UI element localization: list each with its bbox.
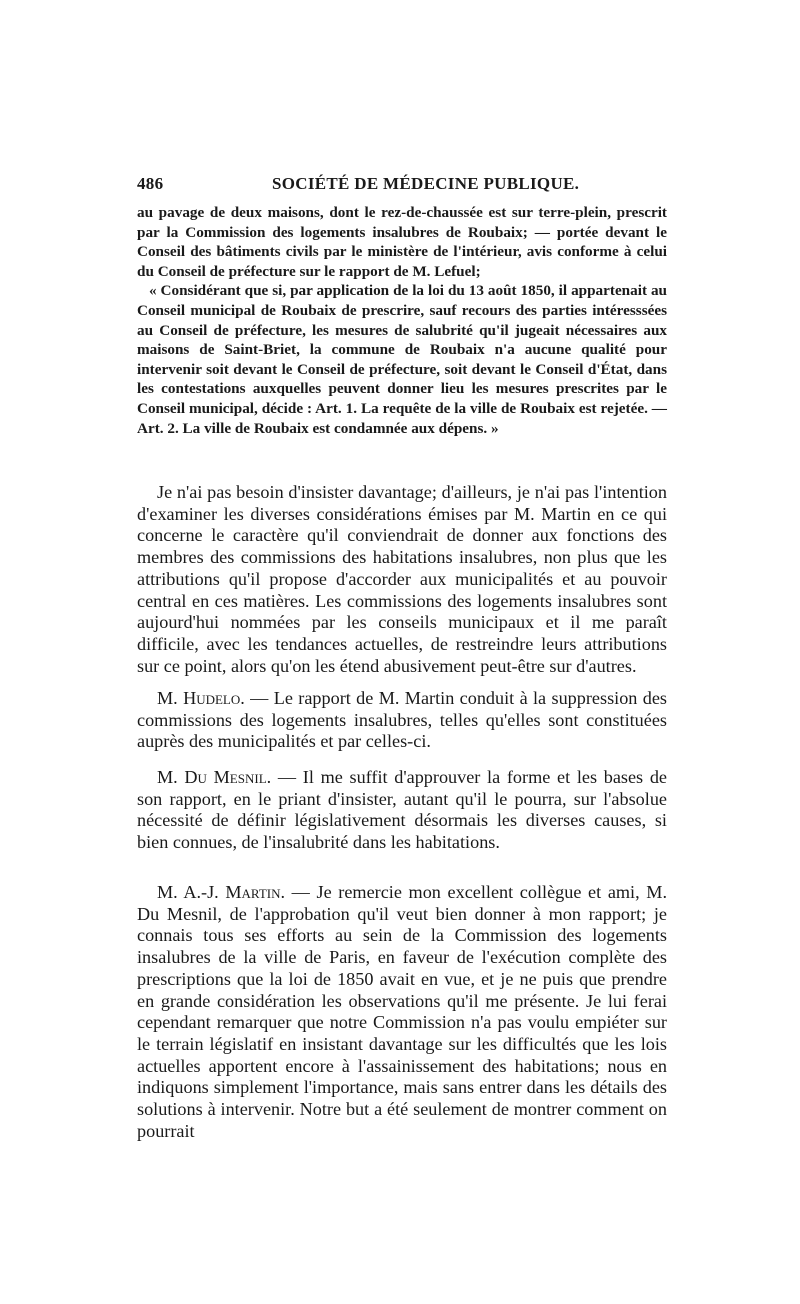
body-paragraph <box>137 688 667 753</box>
page-header <box>137 174 667 198</box>
paragraph-text: — Il me suffit d'approuver la forme et les bases de son rapport, en le priant d'insister, autant qu'il le pourra, sur l'absolue nécessité de définir législativement désormais les diverses causes, si bien connues, de l'insalubrité dans les habitations. <box>137 767 667 853</box>
paragraph-text: Je n'ai pas besoin d'insister davantage; d'ailleurs, je n'ai pas l'intention d'examiner les diverses considérations émises par M. Martin en ce qui concerne le caractère qu'il conviendrait de donner aux fonctions des membres des commissions des habitations insalubres, non plus que les attributions qu'il propose d'accorder aux municipalités et au pouvoir central en ces matières. Les commissions des logements insalubres sont aujourd'hui nommées par les conseils municipaux et il me paraît difficile, avec les tendances actuelles, de restreindre leurs attributions sur ce point, alors qu'on les étend abusivement peut-être sur d'autres. <box>137 482 667 676</box>
body-paragraph <box>137 482 667 677</box>
speaker-name: M. Du Mesnil. <box>157 767 272 787</box>
body-paragraph <box>137 882 667 1142</box>
quote-paragraph: « Considérant que si, par application de la loi du 13 août 1850, il appartenait au Conseil municipal de Roubaix de prescrire, sauf recours des parties intéresssées au Conseil de préfecture, les mesures de salubrité qu'il jugeait nécessaires aux maisons de Saint-Briet, la commune de Roubaix n'a aucune qualité pour intervenir soit devant le Conseil de préfecture, soit devant le Conseil d'État, dans les contestations auxquelles peuvent donner lieu les mesures prescrites par le Conseil municipal, décide : Art. 1. La requête de la ville de Roubaix est rejetée. — Art. 2. La ville de Roubaix est condamnée aux dépens. » <box>137 282 667 437</box>
page-number: 486 <box>137 174 164 193</box>
paragraph-text: — Le rapport de M. Martin conduit à la suppression des commissions des logements insalubres, telles qu'elles sont constituées auprès des municipalités et par celles-ci. <box>137 688 667 752</box>
speaker-name: M. A.-J. Martin. <box>157 882 286 902</box>
paragraph-text: — Je remercie mon excellent collègue et ami, M. Du Mesnil, de l'approbation qu'il veut bien donner à mon rapport; je connais tous ses efforts au sein de la Commission des logements insalubres de la ville de Paris, en faveur de l'exécution complète des prescriptions que la loi de 1850 avait en vue, et je ne puis que prendre en grande considération les observations qu'il me présente. Je lui ferai cependant remarquer que notre Commission n'a pas voulu empiéter sur le terrain législatif en insistant davantage sur les difficultés que les lois actuelles apportent encore à l'assainissement des habitations; nous en indiquons simplement l'importance, mais sans entrer dans les détails des solutions à intervenir. Notre but a été seulement de montrer comment on pourrait <box>137 882 668 1141</box>
body-paragraph <box>137 767 667 854</box>
quoted-decision <box>137 203 667 438</box>
running-title: SOCIÉTÉ DE MÉDECINE PUBLIQUE. <box>272 174 580 193</box>
speaker-name: M. Hudelo. <box>157 688 245 708</box>
quote-paragraph: au pavage de deux maisons, dont le rez-de-chaussée est sur terre-plein, prescrit par la Commission des logements insalubres de Roubaix; — portée devant le Conseil des bâtiments civils par le ministère de l'intérieur, avis conforme à celui du Conseil de préfecture sur le rapport de M. Lefuel; <box>137 204 667 280</box>
